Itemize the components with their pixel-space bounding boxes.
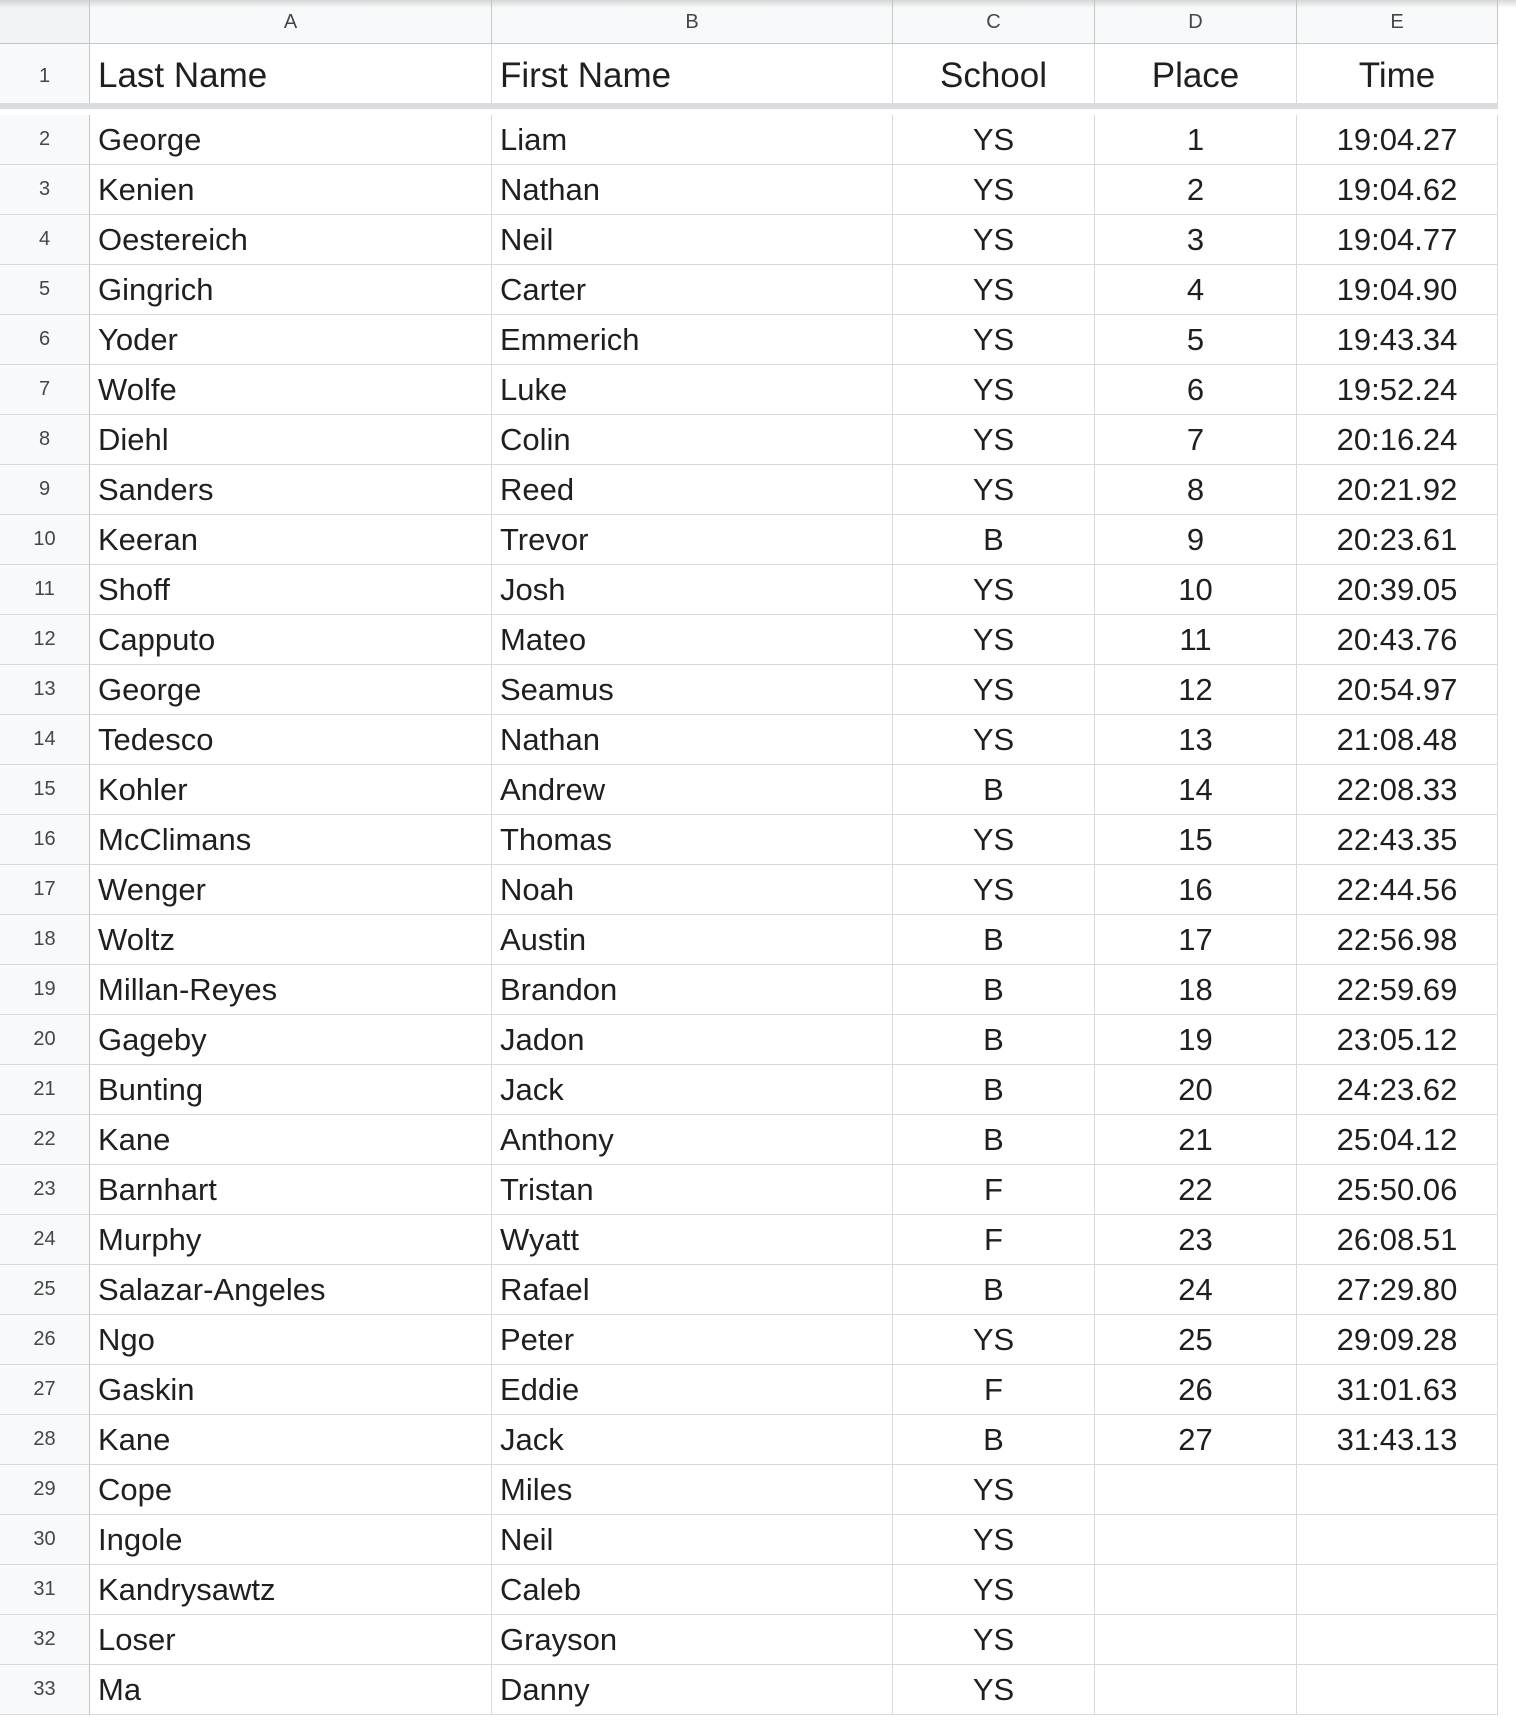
table-row [90,565,1498,615]
row-header[interactable]: 13 [0,665,90,715]
cell-first-name[interactable]: Austin [492,915,893,965]
cell-header-first-name[interactable]: First Name [492,44,893,109]
row-header[interactable]: 18 [0,915,90,965]
cell-first-name[interactable]: Reed [492,465,893,515]
cell-first-name[interactable]: Neil [492,1515,893,1565]
table-row [90,1415,1498,1465]
cell-time[interactable]: 22:59.69 [1297,965,1498,1015]
toolbar-shadow [0,0,1516,8]
cell-time[interactable]: 20:21.92 [1297,465,1498,515]
cell-school[interactable]: YS [893,1515,1095,1565]
row-header[interactable]: 25 [0,1265,90,1315]
table-row [90,1015,1498,1065]
cell-place[interactable]: 11 [1095,615,1297,665]
cell-first-name[interactable]: Carter [492,265,893,315]
cell-last-name[interactable]: Woltz [90,915,492,965]
cell-time[interactable] [1297,1515,1498,1565]
cell-first-name[interactable]: Brandon [492,965,893,1015]
row-header[interactable]: 22 [0,1115,90,1165]
cell-last-name[interactable]: Kane [90,1115,492,1165]
cell-school[interactable]: B [893,965,1095,1015]
row-header[interactable]: 17 [0,865,90,915]
cell-time[interactable]: 23:05.12 [1297,1015,1498,1065]
table-row [90,765,1498,815]
cell-school[interactable]: B [893,1115,1095,1165]
row-header[interactable]: 31 [0,1565,90,1615]
cell-place[interactable]: 12 [1095,665,1297,715]
row-header[interactable]: 6 [0,315,90,365]
cell-last-name[interactable]: Cope [90,1465,492,1515]
cell-last-name[interactable]: McClimans [90,815,492,865]
cell-place[interactable]: 7 [1095,415,1297,465]
cell-last-name[interactable]: Ingole [90,1515,492,1565]
cell-school[interactable]: YS [893,1665,1095,1715]
cell-school[interactable]: YS [893,1565,1095,1615]
cell-school[interactable]: B [893,765,1095,815]
cell-time[interactable]: 29:09.28 [1297,1315,1498,1365]
cell-first-name[interactable]: Caleb [492,1565,893,1615]
cell-place[interactable]: 6 [1095,365,1297,415]
cell-time[interactable]: 31:43.13 [1297,1415,1498,1465]
table-row [90,865,1498,915]
cell-time[interactable]: 20:16.24 [1297,415,1498,465]
cell-place[interactable]: 19 [1095,1015,1297,1065]
cell-time[interactable]: 22:43.35 [1297,815,1498,865]
cell-last-name[interactable]: Kohler [90,765,492,815]
cell-place[interactable]: 1 [1095,115,1297,165]
cell-last-name[interactable]: Loser [90,1615,492,1665]
cell-school[interactable]: YS [893,615,1095,665]
cell-last-name[interactable]: Wolfe [90,365,492,415]
table-row [90,715,1498,765]
table-row [90,915,1498,965]
table-row [90,1115,1498,1165]
row-header[interactable]: 9 [0,465,90,515]
table-row [90,1565,1498,1615]
cell-grid [90,44,1498,1715]
cell-place[interactable]: 20 [1095,1065,1297,1115]
cell-school[interactable]: YS [893,1315,1095,1365]
cell-place[interactable] [1095,1465,1297,1515]
cell-time[interactable]: 27:29.80 [1297,1265,1498,1315]
cell-school[interactable]: B [893,1065,1095,1115]
cell-first-name[interactable]: Josh [492,565,893,615]
cell-school[interactable]: YS [893,265,1095,315]
cell-first-name[interactable]: Rafael [492,1265,893,1315]
cell-place[interactable]: 3 [1095,215,1297,265]
cell-last-name[interactable]: Sanders [90,465,492,515]
row-header[interactable]: 20 [0,1015,90,1065]
table-row [90,1365,1498,1415]
cell-school[interactable]: F [893,1215,1095,1265]
column-header-d[interactable]: D [1095,0,1297,44]
cell-time[interactable]: 20:23.61 [1297,515,1498,565]
table-row [90,1465,1498,1515]
cell-time[interactable] [1297,1465,1498,1515]
cell-time[interactable]: 31:01.63 [1297,1365,1498,1415]
row-headers [0,44,90,1715]
column-header-a[interactable]: A [90,0,492,44]
row-header[interactable]: 4 [0,215,90,265]
cell-first-name[interactable]: Andrew [492,765,893,815]
cell-school[interactable]: B [893,1265,1095,1315]
cell-last-name[interactable]: Ngo [90,1315,492,1365]
cell-last-name[interactable]: Gaskin [90,1365,492,1415]
cell-time[interactable] [1297,1665,1498,1715]
cell-first-name[interactable]: Colin [492,415,893,465]
table-row [90,1315,1498,1365]
cell-time[interactable]: 22:08.33 [1297,765,1498,815]
cell-first-name[interactable]: Mateo [492,615,893,665]
cell-school[interactable]: YS [893,865,1095,915]
cell-school[interactable]: YS [893,415,1095,465]
row-header[interactable]: 33 [0,1665,90,1715]
cell-school[interactable]: YS [893,565,1095,615]
cell-place[interactable]: 25 [1095,1315,1297,1365]
row-header[interactable]: 15 [0,765,90,815]
cell-first-name[interactable]: Seamus [492,665,893,715]
cell-place[interactable]: 8 [1095,465,1297,515]
cell-time[interactable]: 19:04.27 [1297,115,1498,165]
cell-school[interactable]: YS [893,465,1095,515]
cell-last-name[interactable]: Kane [90,1415,492,1465]
table-row [90,815,1498,865]
frozen-row-divider[interactable] [0,103,1498,109]
table-row [90,665,1498,715]
row-header[interactable]: 8 [0,415,90,465]
cell-school[interactable]: YS [893,1615,1095,1665]
cell-first-name[interactable]: Trevor [492,515,893,565]
cell-place[interactable] [1095,1565,1297,1615]
row-header[interactable]: 26 [0,1315,90,1365]
cell-school[interactable]: YS [893,115,1095,165]
table-row [90,515,1498,565]
table-row [90,1265,1498,1315]
cell-first-name[interactable]: Nathan [492,165,893,215]
table-row [90,315,1498,365]
cell-place[interactable]: 16 [1095,865,1297,915]
cell-time[interactable]: 24:23.62 [1297,1065,1498,1115]
row-header[interactable]: 12 [0,615,90,665]
table-row [90,1215,1498,1265]
cell-time[interactable] [1297,1615,1498,1665]
cell-place[interactable]: 15 [1095,815,1297,865]
cell-first-name[interactable]: Wyatt [492,1215,893,1265]
header-row [90,44,1498,109]
cell-school[interactable]: YS [893,165,1095,215]
cell-place[interactable]: 24 [1095,1265,1297,1315]
cell-place[interactable]: 4 [1095,265,1297,315]
row-header[interactable]: 7 [0,365,90,415]
cell-time[interactable]: 26:08.51 [1297,1215,1498,1265]
cell-last-name[interactable]: Wenger [90,865,492,915]
cell-time[interactable]: 22:44.56 [1297,865,1498,915]
table-row [90,365,1498,415]
row-header[interactable]: 29 [0,1465,90,1515]
cell-time[interactable]: 19:04.62 [1297,165,1498,215]
row-header[interactable]: 28 [0,1415,90,1465]
cell-last-name[interactable]: George [90,665,492,715]
cell-first-name[interactable]: Tristan [492,1165,893,1215]
cell-first-name[interactable]: Jack [492,1415,893,1465]
row-header[interactable]: 21 [0,1065,90,1115]
cell-school[interactable]: B [893,915,1095,965]
cell-place[interactable]: 5 [1095,315,1297,365]
cell-last-name[interactable]: Salazar-Angeles [90,1265,492,1315]
cell-place[interactable]: 18 [1095,965,1297,1015]
row-header[interactable]: 19 [0,965,90,1015]
cell-last-name[interactable]: Gageby [90,1015,492,1065]
cell-first-name[interactable]: Noah [492,865,893,915]
cell-last-name[interactable]: Murphy [90,1215,492,1265]
row-header[interactable]: 23 [0,1165,90,1215]
table-row [90,615,1498,665]
table-row [90,1615,1498,1665]
cell-school[interactable]: B [893,1015,1095,1065]
cell-school[interactable]: B [893,515,1095,565]
column-header-e[interactable]: E [1297,0,1498,44]
cell-place[interactable]: 26 [1095,1365,1297,1415]
column-header-b[interactable]: B [492,0,893,44]
cell-header-last-name[interactable]: Last Name [90,44,492,109]
cell-last-name[interactable]: Shoff [90,565,492,615]
cell-place[interactable] [1095,1665,1297,1715]
table-row [90,1665,1498,1715]
cell-last-name[interactable]: Ma [90,1665,492,1715]
table-row [90,1515,1498,1565]
cell-place[interactable]: 21 [1095,1115,1297,1165]
row-header[interactable]: 32 [0,1615,90,1665]
cell-place[interactable]: 22 [1095,1165,1297,1215]
cell-place[interactable]: 17 [1095,915,1297,965]
table-row [90,265,1498,315]
cell-last-name[interactable]: Tedesco [90,715,492,765]
cell-school[interactable]: F [893,1365,1095,1415]
row-header[interactable]: 16 [0,815,90,865]
cell-school[interactable]: YS [893,665,1095,715]
row-header[interactable]: 2 [0,115,90,165]
cell-first-name[interactable]: Danny [492,1665,893,1715]
cell-first-name[interactable]: Peter [492,1315,893,1365]
cell-first-name[interactable]: Neil [492,215,893,265]
cell-school[interactable]: YS [893,815,1095,865]
cell-time[interactable]: 25:04.12 [1297,1115,1498,1165]
cell-place[interactable]: 23 [1095,1215,1297,1265]
cell-last-name[interactable]: Kenien [90,165,492,215]
column-header-c[interactable]: C [893,0,1095,44]
cell-time[interactable] [1297,1565,1498,1615]
cell-header-school[interactable]: School [893,44,1095,109]
cell-place[interactable]: 14 [1095,765,1297,815]
row-header[interactable]: 30 [0,1515,90,1565]
cell-last-name[interactable]: George [90,115,492,165]
cell-first-name[interactable]: Luke [492,365,893,415]
cell-place[interactable] [1095,1515,1297,1565]
cell-time[interactable]: 19:04.90 [1297,265,1498,315]
cell-last-name[interactable]: Kandrysawtz [90,1565,492,1615]
cell-first-name[interactable]: Thomas [492,815,893,865]
row-header[interactable]: 14 [0,715,90,765]
cell-time[interactable]: 19:43.34 [1297,315,1498,365]
cell-first-name[interactable]: Liam [492,115,893,165]
cell-time[interactable]: 20:54.97 [1297,665,1498,715]
cell-first-name[interactable]: Emmerich [492,315,893,365]
cell-place[interactable]: 9 [1095,515,1297,565]
cell-first-name[interactable]: Jadon [492,1015,893,1065]
table-row [90,215,1498,265]
cell-place[interactable]: 2 [1095,165,1297,215]
cell-header-place[interactable]: Place [1095,44,1297,109]
cell-time[interactable]: 25:50.06 [1297,1165,1498,1215]
cell-place[interactable]: 10 [1095,565,1297,615]
cell-first-name[interactable]: Jack [492,1065,893,1115]
cell-last-name[interactable]: Barnhart [90,1165,492,1215]
cell-place[interactable]: 13 [1095,715,1297,765]
cell-school[interactable]: YS [893,315,1095,365]
row-header[interactable]: 10 [0,515,90,565]
cell-last-name[interactable]: Capputo [90,615,492,665]
cell-time[interactable]: 20:39.05 [1297,565,1498,615]
row-header[interactable]: 24 [0,1215,90,1265]
cell-last-name[interactable]: Gingrich [90,265,492,315]
table-row [90,1165,1498,1215]
cell-time[interactable]: 22:56.98 [1297,915,1498,965]
cell-time[interactable]: 21:08.48 [1297,715,1498,765]
cell-school[interactable]: YS [893,215,1095,265]
cell-first-name[interactable]: Miles [492,1465,893,1515]
table-row [90,415,1498,465]
cell-last-name[interactable]: Bunting [90,1065,492,1115]
cell-school[interactable]: YS [893,715,1095,765]
cell-last-name[interactable]: Millan-Reyes [90,965,492,1015]
row-header[interactable]: 11 [0,565,90,615]
cell-school[interactable]: YS [893,365,1095,415]
cell-last-name[interactable]: Yoder [90,315,492,365]
cell-last-name[interactable]: Keeran [90,515,492,565]
row-header[interactable]: 27 [0,1365,90,1415]
cell-time[interactable]: 19:04.77 [1297,215,1498,265]
cell-first-name[interactable]: Grayson [492,1615,893,1665]
row-header[interactable]: 5 [0,265,90,315]
table-row [90,165,1498,215]
cell-place[interactable]: 27 [1095,1415,1297,1465]
cell-first-name[interactable]: Anthony [492,1115,893,1165]
cell-last-name[interactable]: Oestereich [90,215,492,265]
table-row [90,115,1498,165]
table-row [90,965,1498,1015]
table-row [90,465,1498,515]
cell-school[interactable]: B [893,1415,1095,1465]
row-header[interactable]: 3 [0,165,90,215]
cell-first-name[interactable]: Nathan [492,715,893,765]
cell-place[interactable] [1095,1615,1297,1665]
cell-school[interactable]: YS [893,1465,1095,1515]
cell-time[interactable]: 20:43.76 [1297,615,1498,665]
row-header[interactable]: 1 [0,44,90,109]
cell-school[interactable]: F [893,1165,1095,1215]
table-row [90,1065,1498,1115]
cell-time[interactable]: 19:52.24 [1297,365,1498,415]
cell-header-time[interactable]: Time [1297,44,1498,109]
cell-last-name[interactable]: Diehl [90,415,492,465]
cell-first-name[interactable]: Eddie [492,1365,893,1415]
